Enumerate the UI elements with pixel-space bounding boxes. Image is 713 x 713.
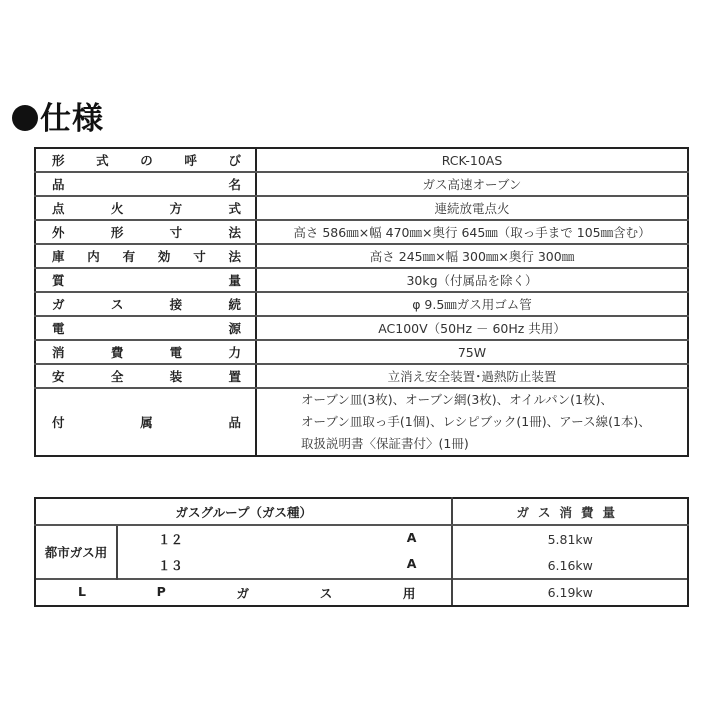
label-char: 外	[52, 225, 65, 240]
spec-value: 連続放電点火	[256, 196, 688, 220]
spec-value: AC100V（50Hz － 60Hz 共用）	[256, 316, 688, 340]
label-char: 全	[110, 369, 124, 384]
spec-value: 立消え安全装置･過熱防止装置	[256, 364, 688, 388]
gas-table-header-row	[35, 498, 688, 525]
gas-table-row-12a	[35, 525, 688, 552]
label-char: 力	[228, 345, 241, 360]
spec-row	[35, 196, 688, 220]
gas-type-unit: A	[406, 556, 417, 571]
spec-value: RCK-10AS	[256, 148, 688, 172]
label-char: 品	[228, 415, 241, 430]
accessory-line: オーブン皿取っ手(1個)、レシピブック(1冊)、アース線(1本)、	[301, 414, 651, 429]
label-char: 安	[52, 369, 65, 384]
label-char: 内	[87, 249, 100, 264]
spec-row	[35, 220, 688, 244]
bullet-icon	[12, 105, 38, 131]
label-char: L	[78, 583, 86, 599]
gas-consumption-value: 6.19kw	[452, 579, 688, 606]
title-text: 仕様	[40, 101, 104, 137]
label-char: 形	[110, 225, 124, 240]
label-char: 属	[140, 415, 153, 430]
label-char: P	[156, 583, 166, 599]
gas-type-12a	[117, 525, 452, 552]
label-char: 点	[52, 201, 65, 216]
spec-label	[35, 292, 256, 316]
gas-consumption-value: 6.16kw	[452, 552, 688, 579]
spec-label	[35, 364, 256, 388]
label-char: び	[228, 153, 241, 168]
label-char: ガ	[236, 585, 250, 601]
label-char: 方	[169, 201, 183, 216]
label-char: 法	[228, 249, 241, 264]
label-char: の	[140, 153, 153, 168]
spec-value: 高さ 245㎜×幅 300㎜×奥行 300㎜	[256, 244, 688, 268]
label-char: 装	[169, 369, 183, 384]
label-char: 効	[157, 249, 171, 264]
spec-row-accessories	[35, 388, 688, 456]
spec-value: 高さ 586㎜×幅 470㎜×奥行 645㎜（取っ手まで 105㎜含む）	[256, 220, 688, 244]
label-char: 呼	[184, 153, 197, 168]
spec-row	[35, 316, 688, 340]
label-char: 法	[228, 225, 241, 240]
spec-table	[34, 147, 689, 457]
label-char: 式	[96, 153, 109, 168]
spec-row	[35, 292, 688, 316]
label-char: 続	[228, 297, 241, 312]
gas-type-unit: A	[406, 530, 417, 545]
gas-group-header: ガスグループ（ガス種）	[35, 498, 452, 525]
label-char: ス	[319, 585, 333, 601]
spec-row	[35, 340, 688, 364]
label-char: 消	[52, 345, 65, 360]
label-char: 式	[228, 201, 241, 216]
label-char: 付	[52, 415, 65, 430]
label-char: 名	[228, 177, 241, 192]
accessory-line: 取扱説明書〈保証書付〉(1冊)	[301, 436, 469, 451]
gas-table-row-13a	[35, 552, 688, 579]
label-char: ス	[110, 297, 124, 312]
gas-consumption-header	[452, 498, 688, 525]
label-char: 寸	[193, 249, 206, 264]
label-char: 費	[110, 345, 124, 360]
label-char: ガ	[52, 297, 65, 312]
label-char: 寸	[169, 225, 183, 240]
spec-label	[35, 172, 256, 196]
label-char: 接	[169, 297, 183, 312]
label-char: 電	[52, 321, 65, 336]
label-char: 質	[52, 273, 65, 288]
label-char: 量	[228, 273, 241, 288]
label-char: 源	[228, 321, 241, 336]
gas-type-num: １２	[158, 532, 184, 547]
spec-row	[35, 172, 688, 196]
spec-row	[35, 148, 688, 172]
spec-row	[35, 244, 688, 268]
gas-type-num: １３	[158, 558, 184, 573]
label-char: 用	[402, 585, 416, 601]
lp-gas-label	[35, 579, 452, 606]
spec-value: φ 9.5㎜ガス用ゴム管	[256, 292, 688, 316]
label-char: 置	[228, 369, 241, 384]
label-char: 形	[52, 153, 65, 168]
label-char: 庫	[52, 249, 65, 264]
spec-label	[35, 268, 256, 292]
gas-table-row-lp	[35, 579, 688, 606]
label-char: 電	[169, 345, 183, 360]
accessory-line: オーブン皿(3枚)、オーブン網(3枚)、オイルパン(1枚)、	[301, 392, 613, 407]
gas-type-13a	[117, 552, 452, 579]
spec-label	[35, 196, 256, 220]
spec-label	[35, 388, 256, 456]
gas-consumption-header-text: ガス消費量	[516, 504, 624, 520]
label-char: 品	[52, 177, 65, 192]
gas-consumption-table	[34, 497, 689, 607]
spec-row	[35, 364, 688, 388]
spec-value: 30kg（付属品を除く）	[256, 268, 688, 292]
page-title	[12, 99, 104, 139]
spec-label	[35, 340, 256, 364]
gas-consumption-value: 5.81kw	[452, 525, 688, 552]
spec-label	[35, 316, 256, 340]
spec-row	[35, 268, 688, 292]
spec-value: ガス高速オーブン	[256, 172, 688, 196]
spec-label	[35, 220, 256, 244]
city-gas-label: 都市ガス用	[35, 525, 117, 579]
spec-label	[35, 148, 256, 172]
spec-label	[35, 244, 256, 268]
label-char: 火	[110, 201, 124, 216]
label-char: 有	[122, 249, 136, 264]
accessories-list	[256, 388, 688, 456]
spec-value: 75W	[256, 340, 688, 364]
